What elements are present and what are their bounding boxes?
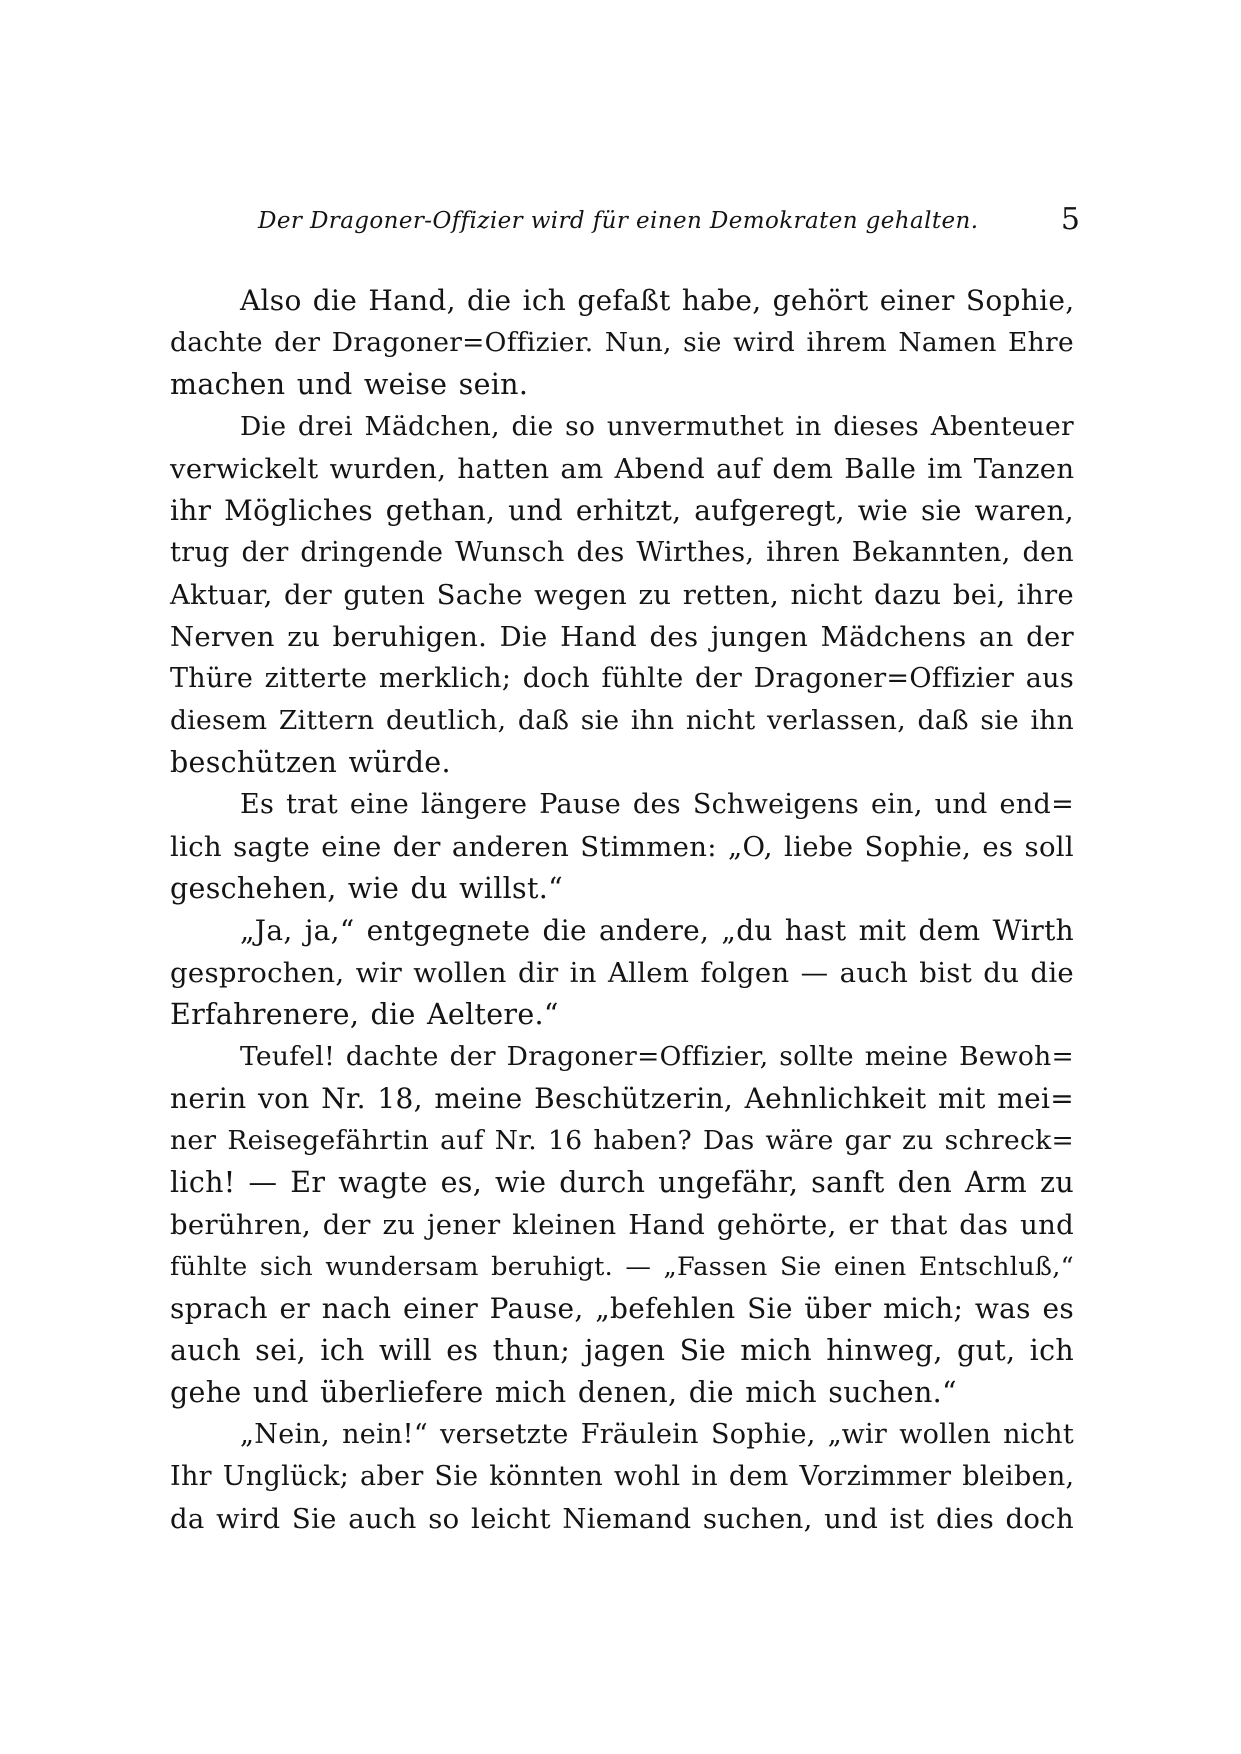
text-line: beschützen würde. (170, 746, 451, 779)
text-line: auch sei, ich will es thun; jagen Sie mich hinweg, gut, ich (170, 1334, 1074, 1367)
text-line: Aktuar, der guten Sache wegen zu retten, nicht dazu bei, ihre (170, 579, 1074, 611)
text-line: Also die Hand, die ich gefaßt habe, gehört einer Sophie, (240, 284, 1075, 317)
text-line: Es trat eine längere Pause des Schweigens ein, und end= (240, 789, 1074, 820)
text-line: lich! — Er wagte es, wie durch ungefähr, sanft den Arm zu (170, 1166, 1074, 1199)
text-line: diesem Zittern deutlich, daß sie ihn nicht verlassen, daß sie ihn (170, 705, 1074, 736)
text-line: Die drei Mädchen, die so unvermuthet in dieses Abenteuer (240, 411, 1074, 442)
text-line: Teufel! dachte der Dragoner=Offizier, sollte meine Bewoh= (240, 1041, 1074, 1072)
text-line: sprach er nach einer Pause, „befehlen Sie über mich; was es (170, 1292, 1074, 1325)
text-line: Ihr Unglück; aber Sie könnten wohl in dem Vorzimmer bleiben, (170, 1461, 1075, 1492)
text-line: Erfahrenere, die Aeltere.“ (170, 998, 559, 1031)
text-line: fühlte sich wundersam beruhigt. — „Fassen Sie einen Entschluß,“ (170, 1252, 1074, 1282)
page-number: 5 (1060, 202, 1080, 237)
text-line: berühren, der zu jener kleinen Hand gehörte, er that das und (170, 1209, 1074, 1241)
text-line: „Nein, nein!“ versetzte Fräulein Sophie, „wir wollen nicht (240, 1419, 1074, 1450)
body-text (170, 280, 1074, 1540)
running-title: Der Dragoner-Offizier wird für einen Demokraten gehalten. (258, 208, 979, 234)
text-line: verwickelt wurden, hatten am Abend auf dem Balle im Tanzen (170, 453, 1075, 485)
text-line: gesprochen, wir wollen dir in Allem folgen — auch bist du die (170, 957, 1074, 989)
text-line: geschehen, wie du willst.“ (170, 872, 563, 905)
text-line: trug der dringende Wunsch des Wirthes, ihren Bekannten, den (170, 537, 1074, 568)
text-line: Thüre zitterte merklich; doch fühlte der Dragoner=Offizier aus (170, 663, 1074, 694)
text-line: Nerven zu beruhigen. Die Hand des jungen Mädchens an der (170, 621, 1074, 653)
text-line: machen und weise sein. (170, 368, 529, 401)
text-line: dachte der Dragoner=Offizier. Nun, sie wird ihrem Namen Ehre (170, 327, 1074, 358)
text-line: ihr Mögliches gethan, und erhitzt, aufgeregt, wie sie waren, (170, 494, 1074, 527)
text-line: da wird Sie auch so leicht Niemand suchen, und ist dies doch (170, 1503, 1074, 1535)
text-line: „Ja, ja,“ entgegnete die andere, „du hast mit dem Wirth (240, 914, 1074, 947)
running-head (148, 204, 1108, 240)
text-line: nerin von Nr. 18, meine Beschützerin, Aehnlichkeit mit mei= (170, 1082, 1074, 1115)
text-line: gehe und überliefere mich denen, die mich suchen.“ (170, 1376, 957, 1409)
text-line: ner Reisegefährtin auf Nr. 16 haben? Das wäre gar zu schreck= (170, 1125, 1074, 1156)
text-line: lich sagte eine der anderen Stimmen: „O, liebe Sophie, es soll (170, 831, 1074, 863)
